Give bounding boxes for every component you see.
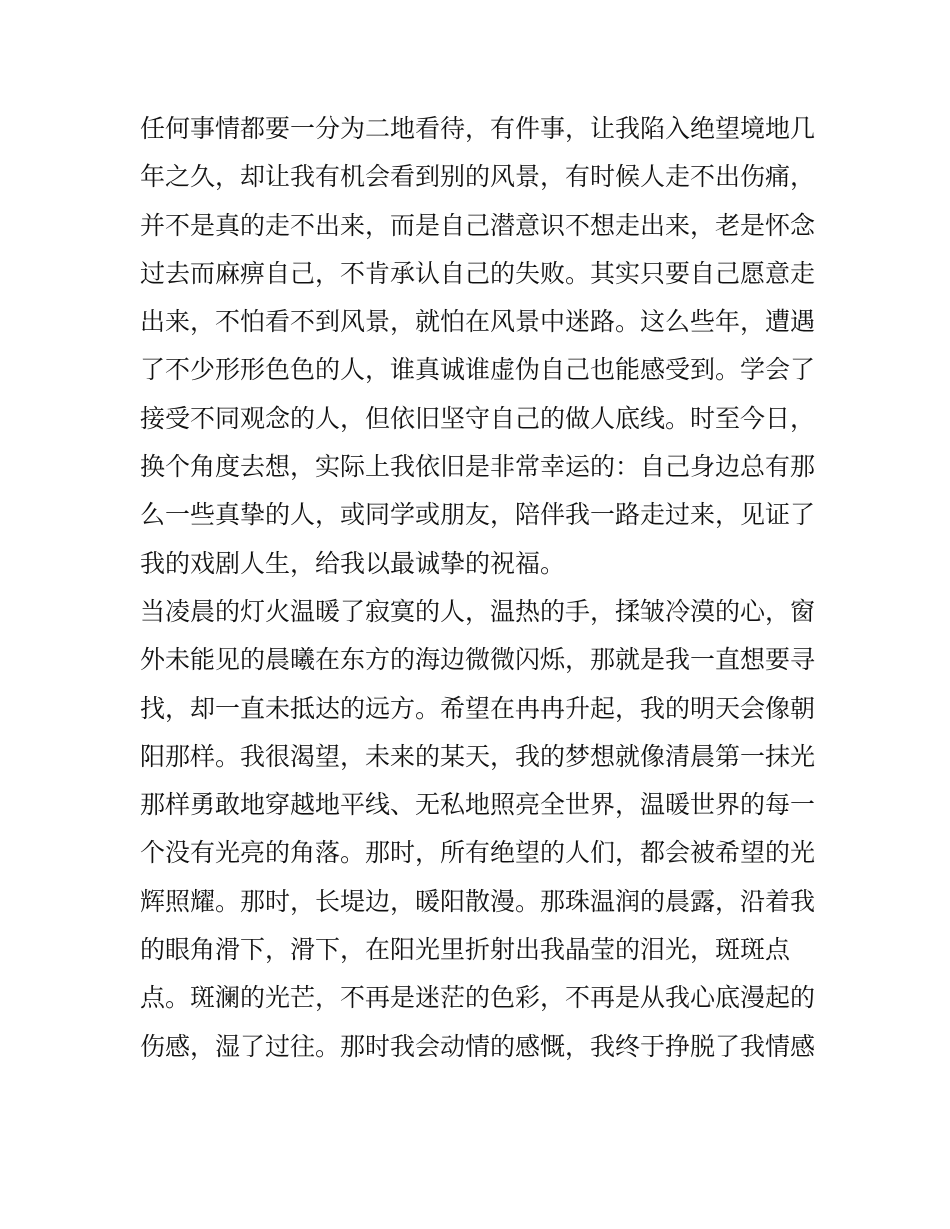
- text-line: 的眼角滑下，滑下，在阳光里折射出我晶莹的泪光，斑斑点: [140, 935, 791, 965]
- text-line: 伤感，湿了过往。那时我会动情的感慨，我终于挣脱了我情感: [140, 1031, 816, 1061]
- text-line: 并不是真的走不出来，而是自己潜意识不想走出来，老是怀念: [140, 210, 816, 240]
- text-line: 么一些真挚的人，或同学或朋友，陪伴我一路走过来，见证了: [140, 500, 816, 530]
- text-line: 辉照耀。那时，长堤边，暖阳散漫。那珠温润的晨露，沿着我: [140, 886, 816, 916]
- paragraph-1: [140, 105, 816, 588]
- text-line: 点。斑澜的光芒，不再是迷茫的色彩，不再是从我心底漫起的: [140, 983, 816, 1013]
- paragraph-2: [140, 588, 816, 1071]
- text-line: 出来，不怕看不到风景，就怕在风景中迷路。这么些年，遭遇: [140, 307, 816, 337]
- text-line: 换个角度去想，实际上我依旧是非常幸运的：自己身边总有那: [140, 452, 816, 482]
- text-line: 年之久，却让我有机会看到别的风景，有时候人走不出伤痛，: [140, 162, 816, 192]
- text-line: 当凌晨的灯火温暖了寂寞的人，温热的手，揉皱冷漠的心，窗: [140, 596, 816, 626]
- text-line: 个没有光亮的角落。那时，所有绝望的人们，都会被希望的光: [140, 838, 816, 868]
- body-text: [140, 105, 816, 1071]
- text-line: 过去而麻痹自己，不肯承认自己的失败。其实只要自己愿意走: [140, 258, 816, 288]
- text-line: 找，却一直未抵达的远方。希望在冉冉升起，我的明天会像朝: [140, 693, 816, 723]
- text-line: 那样勇敢地穿越地平线、无私地照亮全世界，温暖世界的每一: [140, 790, 816, 820]
- text-line: 接受不同观念的人，但依旧坚守自己的做人底线。时至今日，: [140, 403, 816, 433]
- text-line: 阳那样。我很渴望，未来的某天，我的梦想就像清晨第一抹光: [140, 741, 816, 771]
- text-line: 了不少形形色色的人，谁真诚谁虚伪自己也能感受到。学会了: [140, 355, 816, 385]
- text-line: 任何事情都要一分为二地看待，有件事，让我陷入绝望境地几: [140, 114, 816, 143]
- text-line: 外未能见的晨曦在东方的海边微微闪烁，那就是我一直想要寻: [140, 645, 816, 675]
- text-line: 我的戏剧人生，给我以最诚挚的祝福。: [140, 548, 566, 578]
